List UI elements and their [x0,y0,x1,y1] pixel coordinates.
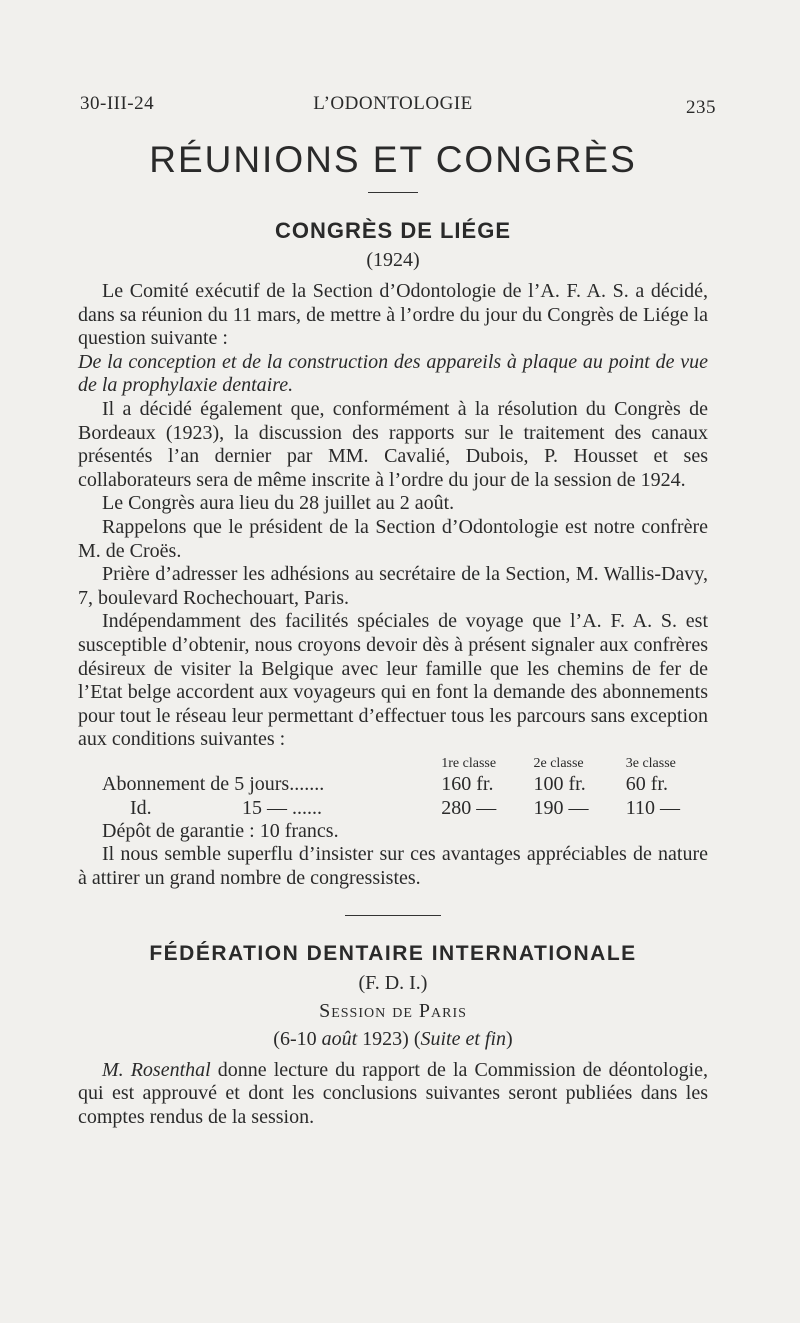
price-first: 280 — [441,796,497,819]
header-first-class: 1re classe [441,755,497,771]
running-head [78,88,716,128]
section-rule [345,915,441,916]
row-label: Abonnement de 5 jours....... [102,772,325,795]
section-year: (1924) [366,249,420,271]
price-second: 100 fr. [533,772,586,795]
title-rule [368,192,418,193]
section-title-fdi: FÉDÉRATION DENTAIRE INTERNATIONALE [149,941,637,965]
rates-header-row [78,756,718,772]
dates-month: août [321,1027,358,1050]
header-third-class: 3e classe [625,755,676,771]
row-id-rest: 15 — ...... [242,796,322,819]
session-title: Session de Paris [319,999,467,1022]
dates-open: (6-10 [273,1027,322,1050]
rates-table [78,756,718,820]
paragraph-rosenthal-text: donne lecture du rapport de la Commission de déontologie, qui est approuvé et dont les conclusions suivantes seront publiées dans les comptes rendus de la session. [78,1058,709,1128]
paragraph-rosenthal [78,1059,708,1130]
paragraph-advantages: Il nous semble superflu d’insister sur ces avantages appréciables de nature à attirer un grand nombre de congressistes. [78,843,708,890]
table-row [78,796,718,820]
main-title: RÉUNIONS ET CONGRÈS [149,139,637,180]
page-number: 235 [686,97,716,118]
session-dates [78,1025,708,1053]
issue-date: 30-III-24 [80,93,155,114]
dates-close: ) [506,1027,513,1050]
dates-year: 1923) ( [357,1027,421,1050]
paragraph-travel: Indépendamment des facilités spéciales de voyage que l’A. F. A. S. est susceptible d’obtenir, nous croyons devoir dès à présent signaler aux confrères désireux de visiter la Belgique avec leur famille que les chemins de fer de l’Etat belge accordent aux voyageurs qui en font la demande des abonnements pour tout le réseau leur permettant d’effectuer tous les parcours sans exception aux conditions suivantes : [78,610,708,751]
row-label [78,796,441,820]
price-first: 160 fr. [441,772,494,795]
paragraph-secretary: Prière d’adresser les adhésions au secrétaire de la Section, M. Wallis-Davy, 7, boulevard Rochechouart, Paris. [78,563,708,609]
price-second: 190 — [533,796,589,819]
paragraph-question: De la conception et de la construction des appareils à plaque au point de vue de la prophylaxie dentaire. [78,350,708,397]
paragraph-committee: Le Comité exécutif de la Section d’Odontologie de l’A. F. A. S. a décidé, dans sa réunion du 11 mars, de mettre à l’ordre du jour du Congrès de Liége la question suivante : [78,280,708,350]
paragraph-dates: Le Congrès aura lieu du 28 juillet au 2 août. [102,492,455,515]
paragraph-president: Rappelons que le président de la Section d’Odontologie est notre confrère M. de Croës. [78,515,708,562]
journal-name: L’ODONTOLOGIE [313,93,473,114]
table-row [78,772,718,796]
price-third: 60 fr. [625,772,668,795]
fdi-abbreviation: (F. D. I.) [358,971,428,994]
price-third: 110 — [625,796,680,819]
section-title-liege: CONGRÈS DE LIÉGE [274,218,512,243]
dates-suite: Suite et fin [420,1027,507,1050]
row-id-label: Id. [130,796,152,819]
speaker-name: M. Rosenthal [102,1058,211,1081]
paragraph-discussion: Il a décidé également que, conformément à la résolution du Congrès de Bordeaux (1923), la discussion des rapports sur le traitement des canaux présentés l’an dernier par MM. Cavalié, Dubois, P. Housset et ses collaborateurs sera de même inscrite à l’ordre du jour de la session de 1924. [78,397,708,491]
paragraph-deposit: Dépôt de garantie : 10 francs. [102,819,339,842]
header-second-class: 2e classe [533,755,584,771]
